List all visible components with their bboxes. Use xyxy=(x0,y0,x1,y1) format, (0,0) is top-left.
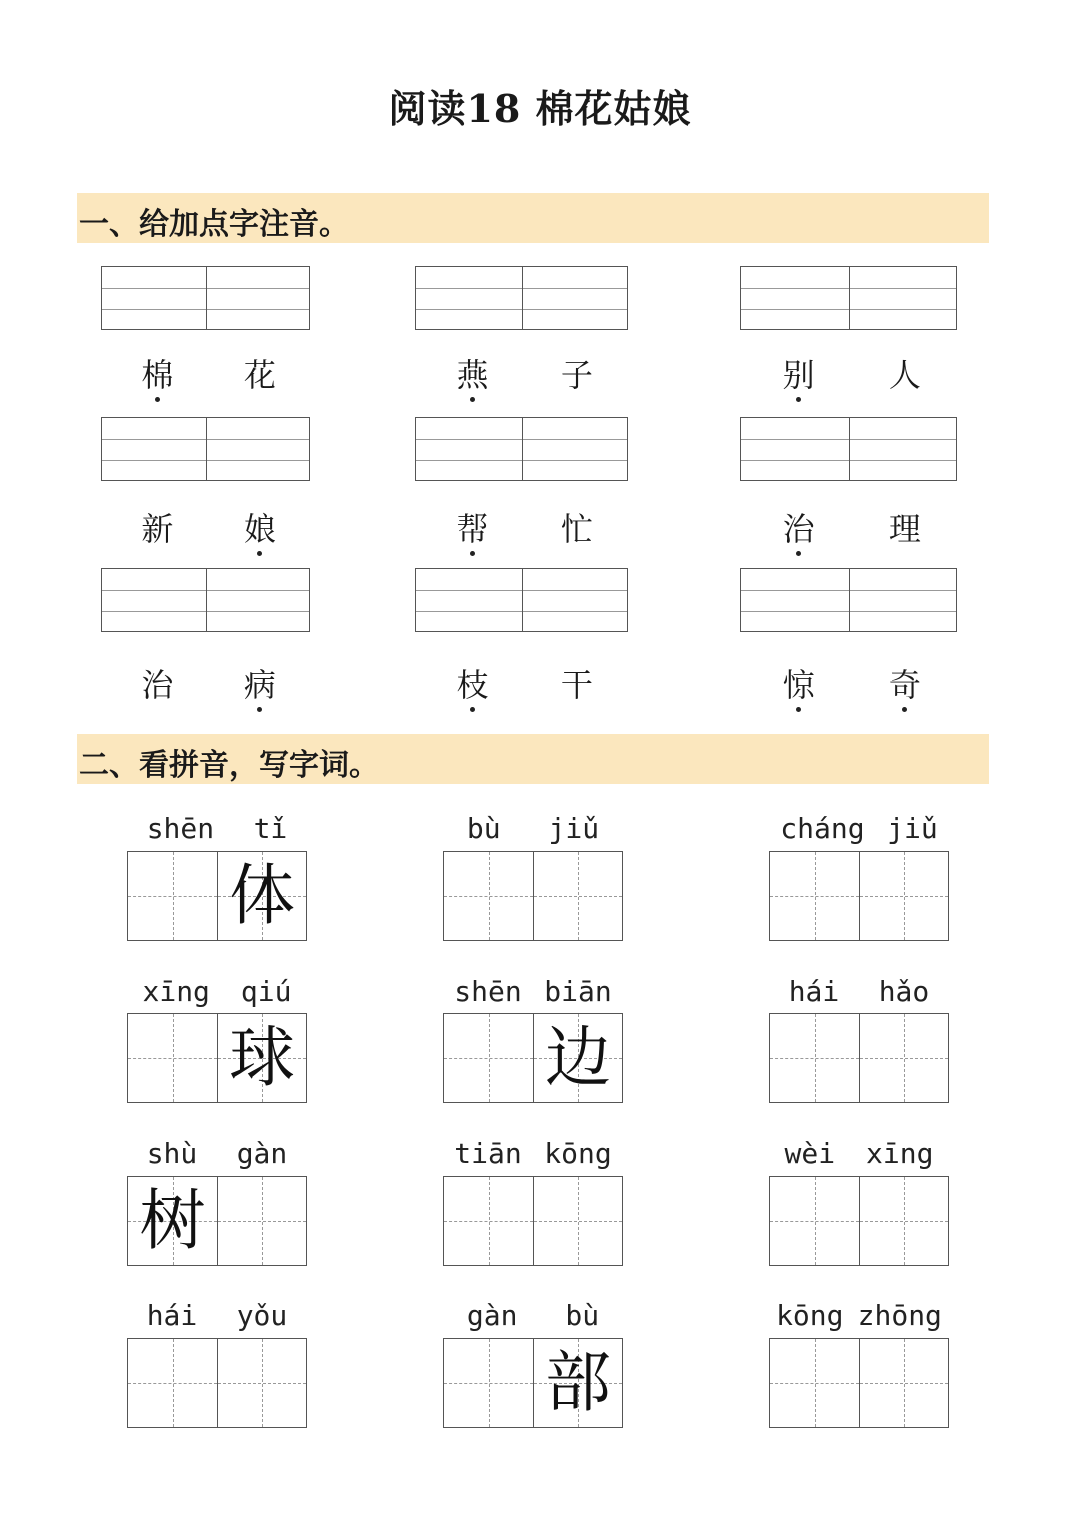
cell-guide-horizontal xyxy=(860,1221,948,1222)
writing-cell[interactable] xyxy=(770,1014,859,1102)
pinyin-syllable: gàn xyxy=(236,1137,288,1170)
pinyin-syllable: jiǔ xyxy=(548,812,600,845)
writing-cell[interactable] xyxy=(444,1339,533,1427)
pinyin-syllable: shēn xyxy=(146,812,215,845)
writing-cell[interactable] xyxy=(770,852,859,940)
writing-cell[interactable] xyxy=(533,1014,622,1102)
pinyin-syllable: kōng xyxy=(776,1299,844,1332)
cell-guide-horizontal xyxy=(770,896,859,897)
filled-character: 球 xyxy=(229,1019,295,1096)
character: 理 xyxy=(888,510,921,548)
pinyin-answer-box[interactable] xyxy=(101,568,310,632)
pinyin-prompt xyxy=(127,812,307,845)
pinyin-prompt xyxy=(769,1137,949,1170)
writing-cell[interactable] xyxy=(128,1014,217,1102)
page-title: 阅读18 棉花姑娘 xyxy=(388,86,692,131)
character: 子 xyxy=(560,356,593,394)
tianzige-grid[interactable] xyxy=(443,851,623,941)
tianzige-grid[interactable] xyxy=(443,1338,623,1428)
pinyin-syllable: wèi xyxy=(784,1137,836,1170)
box-divider xyxy=(522,418,523,480)
dotted-character: 棉 xyxy=(137,350,177,396)
tianzige-grid[interactable] xyxy=(443,1013,623,1103)
cell-guide-horizontal xyxy=(128,896,217,897)
pinyin-syllable: hái xyxy=(788,975,840,1008)
pinyin-syllable: biān xyxy=(544,975,612,1008)
pinyin-syllable: kōng xyxy=(544,1137,612,1170)
pinyin-answer-box[interactable] xyxy=(415,568,628,632)
cell-guide-horizontal xyxy=(860,896,948,897)
pinyin-prompt xyxy=(443,1137,623,1170)
cell-guide-horizontal xyxy=(860,1058,948,1059)
box-divider xyxy=(206,418,207,480)
cell-guide-horizontal xyxy=(128,1058,217,1059)
pinyin-answer-box[interactable] xyxy=(740,568,957,632)
box-divider xyxy=(849,267,850,329)
cell-guide-horizontal xyxy=(444,896,533,897)
pinyin-syllable: hǎo xyxy=(878,975,930,1008)
section-2-heading: 二、看拼音，写字词。 xyxy=(79,748,379,783)
writing-cell[interactable] xyxy=(533,1339,622,1427)
character: 治 xyxy=(141,666,174,704)
pinyin-prompt xyxy=(443,1299,623,1332)
pinyin-syllable: tǐ xyxy=(253,812,288,845)
tianzige-grid[interactable] xyxy=(127,851,307,941)
pinyin-prompt xyxy=(127,975,307,1008)
tianzige-grid[interactable] xyxy=(127,1338,307,1428)
cell-guide-horizontal xyxy=(444,1058,533,1059)
pinyin-answer-box[interactable] xyxy=(740,417,957,481)
pinyin-prompt xyxy=(127,1299,307,1332)
writing-cell[interactable] xyxy=(217,1339,306,1427)
pinyin-syllable: zhōng xyxy=(857,1299,942,1332)
writing-cell[interactable] xyxy=(217,1014,306,1102)
tianzige-grid[interactable] xyxy=(127,1176,307,1266)
writing-cell[interactable] xyxy=(444,1014,533,1102)
filled-character: 边 xyxy=(545,1019,611,1096)
pinyin-syllable: yǒu xyxy=(236,1299,288,1332)
tianzige-grid[interactable] xyxy=(769,1176,949,1266)
pinyin-syllable: qiú xyxy=(240,975,292,1008)
writing-cell[interactable] xyxy=(128,852,217,940)
pinyin-syllable: tiān xyxy=(454,1137,522,1170)
section-2-header xyxy=(77,734,989,784)
character: 新 xyxy=(141,510,174,548)
pinyin-answer-box[interactable] xyxy=(415,417,628,481)
pinyin-prompt xyxy=(443,975,623,1008)
dotted-character: 治 xyxy=(779,504,819,550)
character: 干 xyxy=(560,666,593,704)
dotted-character: 枝 xyxy=(453,660,493,706)
pinyin-syllable: gàn xyxy=(466,1299,518,1332)
pinyin-prompt xyxy=(769,1299,949,1332)
writing-cell[interactable] xyxy=(770,1177,859,1265)
writing-cell[interactable] xyxy=(444,1177,533,1265)
section-1-header xyxy=(77,193,989,243)
filled-character: 树 xyxy=(139,1182,206,1259)
dotted-character: 燕 xyxy=(453,350,493,396)
writing-cell[interactable] xyxy=(533,852,622,940)
writing-cell[interactable] xyxy=(128,1339,217,1427)
pinyin-answer-box[interactable] xyxy=(101,266,310,330)
dotted-character: 病 xyxy=(240,660,280,706)
dotted-character: 奇 xyxy=(885,660,925,706)
pinyin-answer-box[interactable] xyxy=(415,266,628,330)
box-divider xyxy=(849,569,850,631)
character: 忙 xyxy=(560,510,593,548)
pinyin-syllable: xīng xyxy=(866,1137,934,1170)
box-divider xyxy=(522,267,523,329)
cell-guide-horizontal xyxy=(534,896,622,897)
section-1-heading: 一、给加点字注音。 xyxy=(79,207,349,242)
pinyin-syllable: jiǔ xyxy=(887,812,938,845)
cell-guide-horizontal xyxy=(534,1221,622,1222)
dotted-character: 惊 xyxy=(779,660,819,706)
filled-character: 部 xyxy=(545,1344,611,1421)
cell-guide-horizontal xyxy=(218,1383,306,1384)
box-divider xyxy=(206,569,207,631)
dotted-character: 别 xyxy=(779,350,819,396)
dotted-character: 娘 xyxy=(240,504,280,550)
character: 人 xyxy=(888,356,921,394)
dotted-character: 帮 xyxy=(453,504,493,550)
writing-cell[interactable] xyxy=(859,1014,948,1102)
tianzige-grid[interactable] xyxy=(443,1176,623,1266)
cell-guide-horizontal xyxy=(860,1383,948,1384)
pinyin-syllable: bù xyxy=(466,812,501,845)
tianzige-grid[interactable] xyxy=(769,1013,949,1103)
pinyin-syllable: shù xyxy=(146,1137,198,1170)
box-divider xyxy=(849,418,850,480)
writing-cell[interactable] xyxy=(128,1177,217,1265)
writing-cell[interactable] xyxy=(444,852,533,940)
filled-character: 体 xyxy=(229,857,295,934)
writing-cell[interactable] xyxy=(533,1177,622,1265)
pinyin-syllable: cháng xyxy=(780,812,865,845)
cell-guide-horizontal xyxy=(444,1221,533,1222)
box-divider xyxy=(522,569,523,631)
tianzige-grid[interactable] xyxy=(769,1338,949,1428)
pinyin-syllable: shēn xyxy=(454,975,522,1008)
writing-cell[interactable] xyxy=(217,852,306,940)
writing-cell[interactable] xyxy=(770,1339,859,1427)
tianzige-grid[interactable] xyxy=(127,1013,307,1103)
cell-guide-horizontal xyxy=(770,1383,859,1384)
writing-cell[interactable] xyxy=(859,852,948,940)
character: 花 xyxy=(243,356,276,394)
writing-cell[interactable] xyxy=(859,1339,948,1427)
cell-guide-horizontal xyxy=(770,1221,859,1222)
pinyin-prompt xyxy=(769,975,949,1008)
cell-guide-horizontal xyxy=(770,1058,859,1059)
pinyin-syllable: hái xyxy=(146,1299,198,1332)
tianzige-grid[interactable] xyxy=(769,851,949,941)
pinyin-prompt xyxy=(769,812,949,845)
pinyin-answer-box[interactable] xyxy=(101,417,310,481)
cell-guide-horizontal xyxy=(218,1221,306,1222)
box-divider xyxy=(206,267,207,329)
writing-cell[interactable] xyxy=(859,1177,948,1265)
cell-guide-horizontal xyxy=(444,1383,533,1384)
pinyin-syllable: xīng xyxy=(142,975,210,1008)
pinyin-prompt xyxy=(443,812,623,845)
pinyin-answer-box[interactable] xyxy=(740,266,957,330)
cell-guide-horizontal xyxy=(128,1383,217,1384)
pinyin-prompt xyxy=(127,1137,307,1170)
writing-cell[interactable] xyxy=(217,1177,306,1265)
pinyin-syllable: bù xyxy=(565,1299,600,1332)
